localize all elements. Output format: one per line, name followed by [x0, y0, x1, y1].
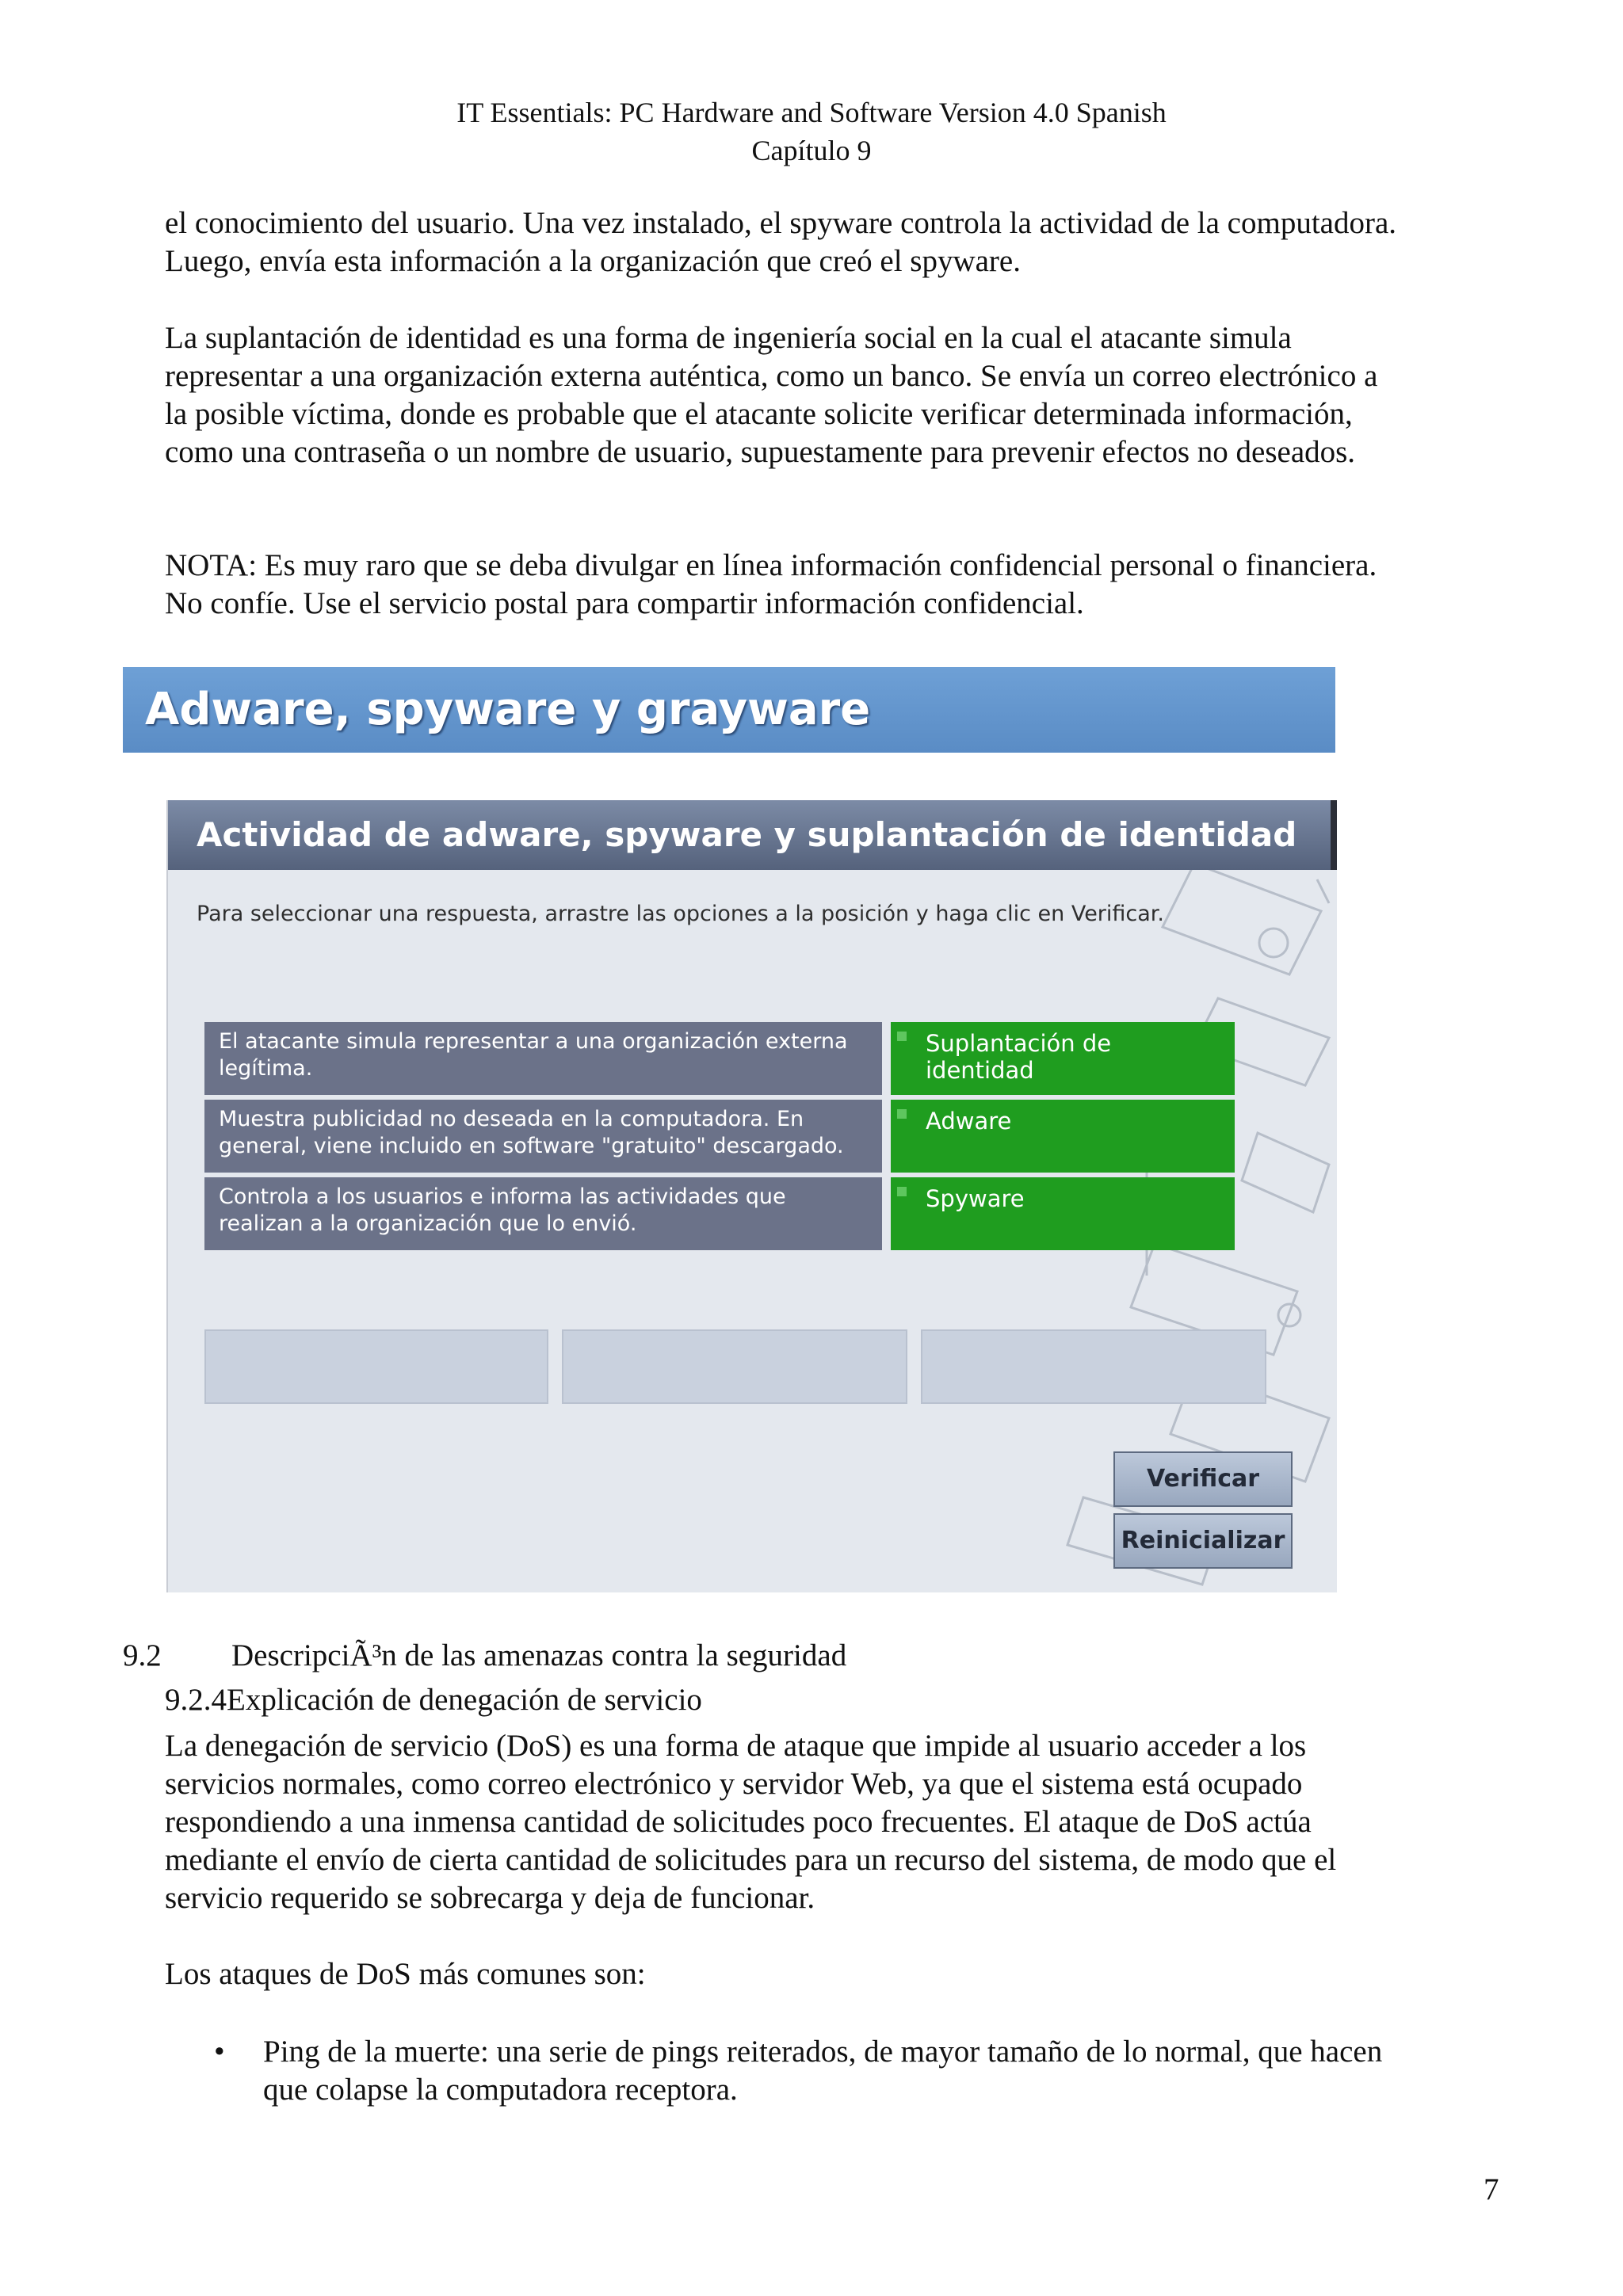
subsection-title: 9.2.4Explicación de denegación de servicio [165, 1683, 702, 1717]
match-row [204, 1022, 1235, 1095]
answer-label: Spyware [926, 1185, 1025, 1212]
match-row [204, 1177, 1235, 1250]
answer-draggable[interactable] [891, 1022, 1235, 1095]
header-title: IT Essentials: PC Hardware and Software Version 4.0 Spanish [456, 97, 1167, 128]
paragraph-phishing: La suplantación de identidad es una forma de ingeniería social en la cual el atacante simula representar a una organización externa auténtica, como un banco. Se envía un correo electrónico a la posible víctima, donde es probable que el atacante solicite verificar determinada información, como una contraseña o un nombre de usuario, supuestamente para prevenir efectos no deseados. [165, 321, 1378, 469]
activity-banner: Adware, spyware y grayware [123, 667, 1335, 753]
verify-button[interactable]: Verificar [1113, 1451, 1293, 1507]
paragraph-note: NOTA: Es muy raro que se deba divulgar en línea información confidencial personal o financiera. No confíe. Use el servicio postal para compartir información confidencial. [165, 548, 1377, 620]
drop-slot[interactable] [204, 1329, 548, 1404]
answer-draggable[interactable] [891, 1100, 1235, 1173]
paragraph-dos-list-intro: Los ataques de DoS más comunes son: [165, 1957, 646, 1991]
answer-label: Suplantación de identidad [926, 1030, 1112, 1084]
page-number: 7 [1484, 2172, 1499, 2206]
paragraph-dos: La denegación de servicio (DoS) es una forma de ataque que impide al usuario acceder a los servicios normales, como correo electrónico y servidor Web, ya que el sistema está ocupado respondiendo a una inmensa cantidad de solicitudes poco frecuentes. El ataque de DoS actúa mediante el envío de cierta cantidad de solicitudes para un recurso del sistema, de modo que el servicio requerido se sobrecarga y deja de funcionar. [165, 1729, 1337, 1915]
drag-handle-icon [897, 1187, 907, 1196]
activity-title: Actividad de adware, spyware y suplantación de identidad [168, 800, 1337, 870]
match-description: Muestra publicidad no deseada en la computadora. En general, viene incluido en software "gratuito" descargado. [204, 1100, 882, 1173]
answer-label: Adware [926, 1108, 1012, 1135]
bullet-icon: • [214, 2035, 225, 2069]
page-header [0, 93, 1623, 170]
drag-handle-icon [897, 1109, 907, 1119]
drag-handle-icon [897, 1032, 907, 1041]
answer-draggable[interactable] [891, 1177, 1235, 1250]
drop-slot[interactable] [921, 1329, 1266, 1404]
match-description: El atacante simula representar a una organización externa legítima. [204, 1022, 882, 1095]
match-description: Controla a los usuarios e informa las actividades que realizan a la organización que lo envió. [204, 1177, 882, 1250]
match-row [204, 1100, 1235, 1173]
reset-button[interactable]: Reinicializar [1113, 1513, 1293, 1569]
section-number: 9.2 [123, 1638, 162, 1672]
list-item: Ping de la muerte: una serie de pings reiterados, de mayor tamaño de lo normal, que hacen que colapse la computadora receptora. [263, 2035, 1383, 2107]
activity-instructions: Para seleccionar una respuesta, arrastre las opciones a la posición y haga clic en Verificar. [197, 902, 1165, 926]
drop-slot[interactable] [562, 1329, 907, 1404]
section-title: DescripciÃ³n de las amenazas contra la seguridad [231, 1638, 847, 1672]
activity-panel [166, 800, 1337, 1592]
paragraph-spyware: el conocimiento del usuario. Una vez instalado, el spyware controla la actividad de la computadora. Luego, envía esta información a la organización que creó el spyware. [165, 206, 1397, 278]
header-chapter: Capítulo 9 [751, 135, 872, 166]
